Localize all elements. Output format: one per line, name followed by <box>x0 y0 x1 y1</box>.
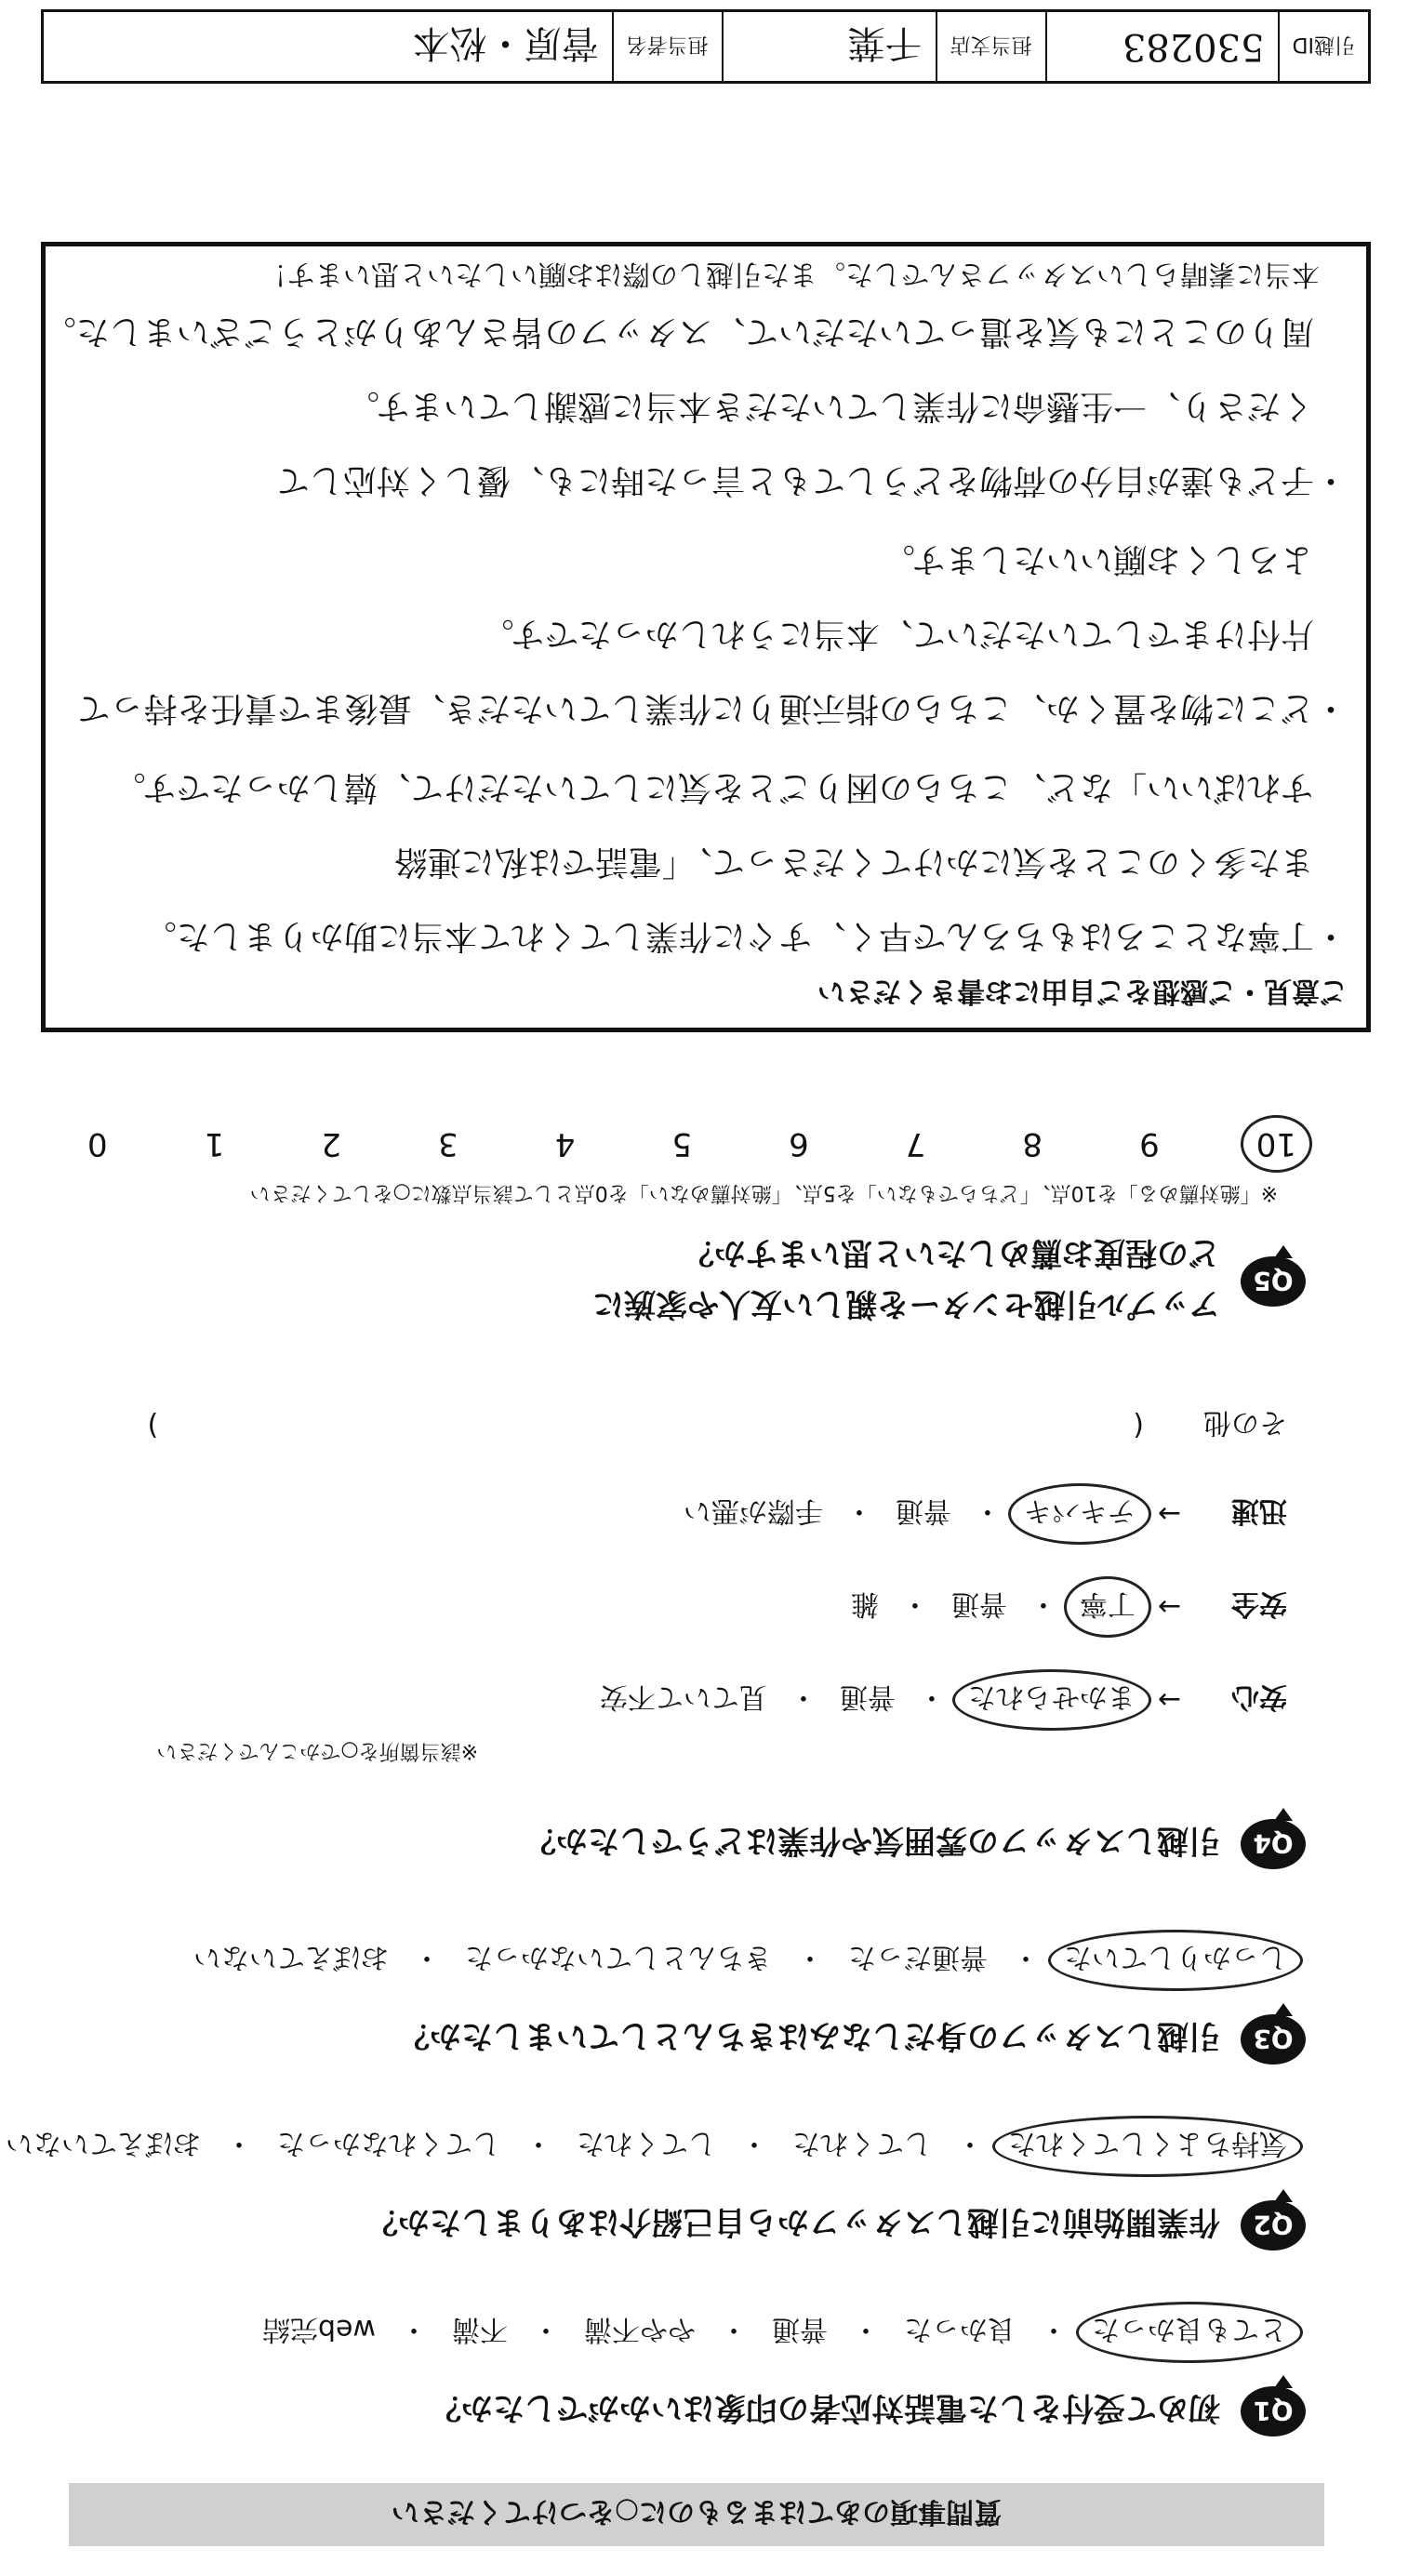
q4-row-anshin: 安心 → まかせられた ・ 普通 ・ 見ていて不安 <box>600 1680 1287 1720</box>
instruction-bar: 質問事項のあてはまるものに○をつけてください <box>69 2483 1324 2546</box>
q5-score-selected[interactable]: 10 <box>1241 1115 1312 1173</box>
q4-option[interactable]: 雑 <box>850 1587 879 1620</box>
q4-option[interactable]: 見ていて不安 <box>599 1680 767 1713</box>
q4-row-jinsoku: 迅速 → テキパキ ・ 普通 ・ 手際が悪い <box>684 1494 1287 1534</box>
q2-option[interactable]: おぼえていない <box>6 2127 201 2159</box>
q3-option[interactable]: きちんとしていなかった <box>465 1941 772 1973</box>
q5-text-line2: どの程度お薦めしたいと思いますか？ <box>683 1234 1220 1271</box>
q5-text-line1: アップル引越センターを親しい友人や家族に <box>592 1285 1220 1322</box>
comment-line: すればいい」など、こちらの困りごとを気にしていただけて、嬉しかったです。 <box>112 768 1348 806</box>
q1-option[interactable]: 普通 <box>772 2313 828 2345</box>
q5-score[interactable]: 3 <box>438 1125 458 1162</box>
q1-option[interactable]: やや不満 <box>584 2313 696 2345</box>
q1-options: とても良かった ・ 良かった ・ 普通 ・ やや不満 ・ 不満 ・ web完結 <box>262 2312 1287 2353</box>
q4-option[interactable]: 普通 <box>950 1587 1007 1620</box>
move-id-value: 530283 <box>1045 12 1278 81</box>
q4-badge: Q4 <box>1241 1819 1306 1869</box>
q5-score[interactable]: 1 <box>204 1125 225 1162</box>
comment-line: 本当に素晴らしいスタッフさんでした。また引越しの際はお願いしたいと思います！ <box>259 258 1348 290</box>
comment-box[interactable] <box>41 242 1371 1032</box>
q4-option[interactable]: 手際が悪い <box>683 1494 823 1527</box>
q4-option[interactable]: 普通 <box>839 1680 896 1713</box>
question-4 <box>525 1819 1306 1869</box>
q4-option-selected[interactable]: まかせられた <box>952 1669 1151 1731</box>
q5-score[interactable]: 4 <box>554 1125 576 1162</box>
q1-text: 初めて受付をした電話対応者の印象はいかがでしたか？ <box>430 2389 1220 2427</box>
q5-score[interactable]: 8 <box>1022 1125 1043 1162</box>
q2-badge: Q2 <box>1241 2200 1306 2251</box>
q3-text: 引越しスタッフの身だしなみはきちんとしていましたか？ <box>398 2017 1220 2055</box>
comment-box-title: ご意見・ご感想をご自由にお書きください <box>817 975 1348 1007</box>
q5-score[interactable]: 9 <box>1139 1125 1160 1162</box>
q2-option[interactable]: してくれた <box>792 2127 932 2159</box>
q2-options: 気持ちよくしてくれた ・ してくれた ・ してくれた ・ してくれなかった ・ おぼえていない <box>6 2126 1287 2167</box>
q1-badge: Q1 <box>1241 2386 1306 2437</box>
office-use-row <box>41 9 1371 84</box>
question-3 <box>398 2014 1306 2065</box>
staff-value: 菅原・松本 <box>412 21 599 65</box>
q3-badge: Q3 <box>1241 2014 1306 2065</box>
q4-other-label: その他 <box>1203 1406 1287 1439</box>
q1-option[interactable]: 不満 <box>452 2313 508 2345</box>
comment-line: 周りのことにも気を遣っていただいて、スタッフの皆さんありがとうございました。 <box>42 312 1348 351</box>
q2-text: 作業開始前に引越しスタッフから自己紹介はありましたか？ <box>366 2203 1220 2241</box>
q1-option[interactable]: web完結 <box>261 2313 376 2345</box>
branch-value: 千葉 <box>722 12 936 81</box>
staff-label: 担当者名 <box>612 12 722 81</box>
q5-score[interactable]: 6 <box>789 1125 809 1162</box>
question-1 <box>430 2386 1306 2437</box>
branch-label: 担当支店 <box>936 12 1045 81</box>
q5-score[interactable]: 7 <box>905 1125 926 1162</box>
comment-line: また多くのことを気にかけてくださって、「電話では私に連絡 <box>393 843 1348 881</box>
q5-note: ※「絶対薦める」を10点、「どちらでもない」を5点、「絶対薦めない」を0点として該当点数に○をしてください <box>249 1181 1278 1204</box>
q2-option[interactable]: してくれた <box>577 2127 716 2159</box>
q4-row-label: 迅速 <box>1231 1494 1287 1527</box>
q5-score[interactable]: 5 <box>671 1125 693 1162</box>
q3-option[interactable]: 普通だった <box>848 1941 988 1973</box>
q5-scale <box>87 1125 1296 1162</box>
q4-text: 引越しスタッフの雰囲気や作業はどうでしたか？ <box>525 1822 1220 1860</box>
comment-line: ・丁寧なところはもちろんで早く、すぐに作業してくれて本当に助かりました。 <box>142 917 1348 955</box>
q4-option[interactable]: 普通 <box>895 1494 951 1527</box>
q4-row-other: その他 ( ) <box>148 1405 1287 1446</box>
comment-line: 片付けまでしていただいて、本当にうれしかったです。 <box>480 615 1348 653</box>
q3-option[interactable]: おぼえていない <box>193 1941 389 1973</box>
question-2 <box>366 2200 1306 2251</box>
q4-note: ※該当箇所を○でかこんでください <box>156 1739 478 1762</box>
q4-option-selected[interactable]: 丁寧 <box>1064 1576 1151 1638</box>
q1-option-selected[interactable]: とても良かった <box>1076 2302 1303 2363</box>
comment-line: ・子ども達が自分の荷物をどうしてもと言った時にも、優しく対応して <box>275 461 1348 499</box>
move-id-label: 引越ID <box>1278 12 1368 81</box>
comment-line: よろしくお願いいたします。 <box>881 540 1348 578</box>
q4-row-anzen: 安全 → 丁寧 ・ 普通 ・ 雑 <box>851 1587 1287 1627</box>
q4-option-selected[interactable]: テキパキ <box>1008 1483 1151 1545</box>
q3-options: しっかりしていた ・ 普通だった ・ きちんとしていなかった ・ おぼえていない <box>193 1940 1287 1981</box>
question-5 <box>592 1233 1306 1330</box>
q2-option[interactable]: してくれなかった <box>277 2127 500 2159</box>
q5-badge: Q5 <box>1241 1256 1306 1307</box>
q4-row-label: 安全 <box>1231 1587 1287 1620</box>
q1-option[interactable]: 良かった <box>904 2313 1016 2345</box>
q4-row-label: 安心 <box>1231 1680 1287 1713</box>
comment-line: くださり、一生懸命に作業していただき本当に感謝しています。 <box>345 387 1348 425</box>
q5-score[interactable]: 0 <box>87 1125 108 1162</box>
q3-option-selected[interactable]: しっかりしていた <box>1048 1930 1303 1991</box>
q2-option-selected[interactable]: 気持ちよくしてくれた <box>992 2116 1303 2177</box>
q5-score[interactable]: 2 <box>321 1125 341 1162</box>
comment-line: ・どこに物を置くか、こちらの指示通りに作業していただき、最後まで責任を持って <box>76 689 1348 727</box>
